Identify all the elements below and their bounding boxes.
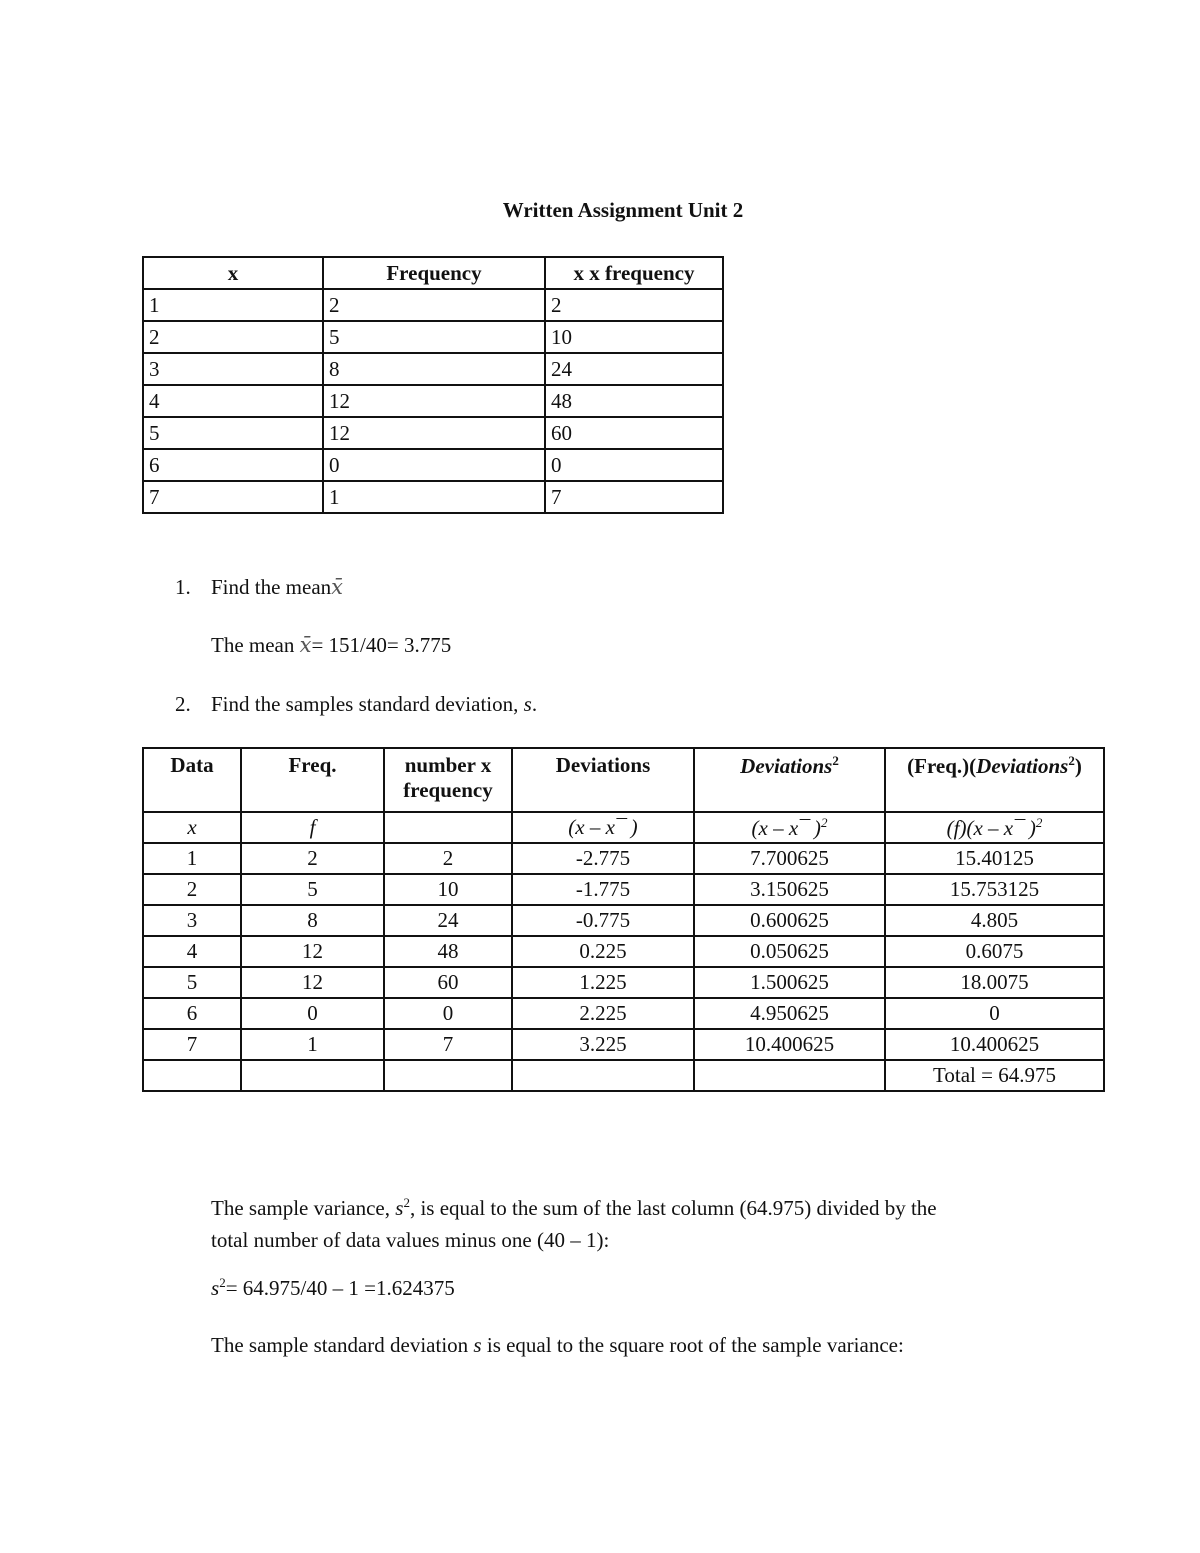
table-cell: 6 (143, 449, 323, 481)
header-freq-deviations-squared (885, 748, 1104, 812)
table-cell: 0 (241, 998, 384, 1029)
subheader-deviation-squared (694, 812, 885, 843)
table-cell: 2 (143, 321, 323, 353)
std-dev-paragraph (211, 1333, 904, 1358)
squared-superscript: 2 (219, 1275, 226, 1290)
header-data: Data (143, 748, 241, 812)
table-row (143, 417, 723, 449)
table-cell: 7 (143, 481, 323, 513)
table-cell: -2.775 (512, 843, 694, 874)
squared-superscript: 2 (403, 1195, 410, 1210)
table-row (143, 289, 723, 321)
header-freq: Freq. (241, 748, 384, 812)
deviation-table (142, 747, 1105, 1092)
subheader-empty (384, 812, 512, 843)
table-cell: 24 (384, 905, 512, 936)
table-cell: 2 (545, 289, 723, 321)
table-cell: 0.050625 (694, 936, 885, 967)
table-cell (512, 1060, 694, 1091)
table-cell: 1 (143, 843, 241, 874)
table-cell: 7 (143, 1029, 241, 1060)
table-cell: 18.0075 (885, 967, 1104, 998)
table-cell: 3.225 (512, 1029, 694, 1060)
question-2 (175, 692, 537, 717)
table-cell: 4.805 (885, 905, 1104, 936)
squared-superscript: 2 (820, 814, 828, 830)
table-cell: 10.400625 (885, 1029, 1104, 1060)
table-cell: 7 (545, 481, 723, 513)
header-deviations-label: Deviations (976, 754, 1069, 778)
mean-answer-value: = 151/40= 3.775 (311, 633, 452, 657)
variance-text-b: , is equal to the sum of the last column (64.975) divided by the (409, 1196, 937, 1220)
table-cell: 5 (143, 417, 323, 449)
x-bar-symbol: x̄ (331, 575, 343, 599)
table-cell: 15.753125 (885, 874, 1104, 905)
table-cell: 0 (323, 449, 545, 481)
table-cell: 10 (384, 874, 512, 905)
table-cell: 4 (143, 385, 323, 417)
table-row (143, 481, 723, 513)
total-row (143, 1060, 1104, 1091)
table-header-row (143, 257, 723, 289)
std-dev-text-b: is equal to the square root of the sample variance: (486, 1333, 904, 1357)
table-cell: 4 (143, 936, 241, 967)
question-2-number: 2. (175, 692, 191, 716)
total-cell: Total = 64.975 (885, 1060, 1104, 1091)
table-cell: 1 (143, 289, 323, 321)
table-cell: 7 (384, 1029, 512, 1060)
s-symbol: s (211, 1276, 220, 1300)
table-cell: 5 (241, 874, 384, 905)
frequency-table (142, 256, 724, 514)
table-cell: 2 (143, 874, 241, 905)
table-cell: 2.225 (512, 998, 694, 1029)
table-cell: 1 (241, 1029, 384, 1060)
table-cell (143, 1060, 241, 1091)
table-cell: 0 (885, 998, 1104, 1029)
table-cell: 1.225 (512, 967, 694, 998)
question-1-text: Find the mean (211, 575, 332, 599)
table-cell: 2 (384, 843, 512, 874)
table-cell: 7.700625 (694, 843, 885, 874)
table-cell: 12 (241, 967, 384, 998)
table-cell: 0.600625 (694, 905, 885, 936)
table-cell: 12 (241, 936, 384, 967)
table-cell: 15.40125 (885, 843, 1104, 874)
table-row (143, 843, 1104, 874)
header-close-paren: ) (1074, 754, 1082, 778)
variance-formula-text: = 64.975/40 – 1 =1.624375 (225, 1276, 455, 1300)
table-cell: 3.150625 (694, 874, 885, 905)
table-cell: 0 (545, 449, 723, 481)
table-cell: 0.6075 (885, 936, 1104, 967)
subheader-deviation-squared-label: (x – x¯ ) (751, 815, 821, 840)
s-symbol: s (395, 1196, 404, 1220)
variance-paragraph-line-2: total number of data values minus one (40 – 1): (211, 1228, 610, 1252)
table-cell: -0.775 (512, 905, 694, 936)
table-subheader-row (143, 812, 1104, 843)
table-row (143, 385, 723, 417)
subheader-f-deviation-squared-label: (f)(x – x¯ ) (946, 815, 1036, 840)
table-row (143, 874, 1104, 905)
header-number-x-frequency: number x frequency (384, 748, 512, 812)
table-row (143, 967, 1104, 998)
question-1-number: 1. (175, 575, 191, 599)
table-cell: 48 (545, 385, 723, 417)
x-bar-symbol: x̄ (299, 633, 312, 657)
question-2-text: Find the samples standard deviation, (211, 692, 519, 716)
table-cell: 12 (323, 385, 545, 417)
table-cell: 0 (384, 998, 512, 1029)
subheader-f-deviation-squared (885, 812, 1104, 843)
squared-superscript: 2 (832, 753, 839, 768)
table-cell: 2 (323, 289, 545, 321)
header-deviations-squared (694, 748, 885, 812)
variance-formula (211, 1275, 455, 1301)
table-cell: 0.225 (512, 936, 694, 967)
table-cell: 5 (143, 967, 241, 998)
table-row (143, 905, 1104, 936)
header-x-times-frequency: x x frequency (545, 257, 723, 289)
table-cell: 24 (545, 353, 723, 385)
table-cell: 10.400625 (694, 1029, 885, 1060)
table-row (143, 998, 1104, 1029)
table-cell: 6 (143, 998, 241, 1029)
page-title: Written Assignment Unit 2 (502, 198, 744, 222)
table-cell: 12 (323, 417, 545, 449)
table-cell: 60 (384, 967, 512, 998)
table-row (143, 936, 1104, 967)
header-deviations: Deviations (512, 748, 694, 812)
table-row (143, 449, 723, 481)
table-cell (384, 1060, 512, 1091)
table-cell: 8 (241, 905, 384, 936)
table-cell: 8 (323, 353, 545, 385)
table-cell: 48 (384, 936, 512, 967)
table-cell: 5 (323, 321, 545, 353)
table-cell: 2 (241, 843, 384, 874)
table-row (143, 353, 723, 385)
table-cell (241, 1060, 384, 1091)
table-header-row (143, 748, 1104, 812)
variance-text-a: The sample variance, (211, 1196, 390, 1220)
table-cell: 3 (143, 905, 241, 936)
header-x: x (143, 257, 323, 289)
subheader-deviation: (x – x¯ ) (512, 812, 694, 843)
table-cell: 3 (143, 353, 323, 385)
table-cell (694, 1060, 885, 1091)
table-cell: 60 (545, 417, 723, 449)
question-2-end: . (531, 692, 538, 716)
table-row (143, 1029, 1104, 1060)
table-row (143, 321, 723, 353)
header-frequency: Frequency (323, 257, 545, 289)
table-cell: 4.950625 (694, 998, 885, 1029)
squared-superscript: 2 (1068, 753, 1075, 768)
table-cell: -1.775 (512, 874, 694, 905)
question-1 (175, 575, 343, 600)
s-symbol: s (473, 1333, 482, 1357)
table-cell: 10 (545, 321, 723, 353)
table-cell: 1 (323, 481, 545, 513)
mean-answer (211, 633, 451, 658)
header-freq-label: (Freq.)( (907, 754, 977, 778)
mean-answer-prefix: The mean (211, 633, 295, 657)
std-dev-text-a: The sample standard deviation (211, 1333, 469, 1357)
squared-superscript: 2 (1035, 814, 1043, 830)
subheader-x: x (143, 812, 241, 843)
header-deviations-squared-label: Deviations (740, 754, 833, 778)
variance-paragraph-line-1 (211, 1195, 937, 1221)
s-symbol: s (523, 692, 532, 716)
table-cell: 1.500625 (694, 967, 885, 998)
subheader-f: f (241, 812, 384, 843)
